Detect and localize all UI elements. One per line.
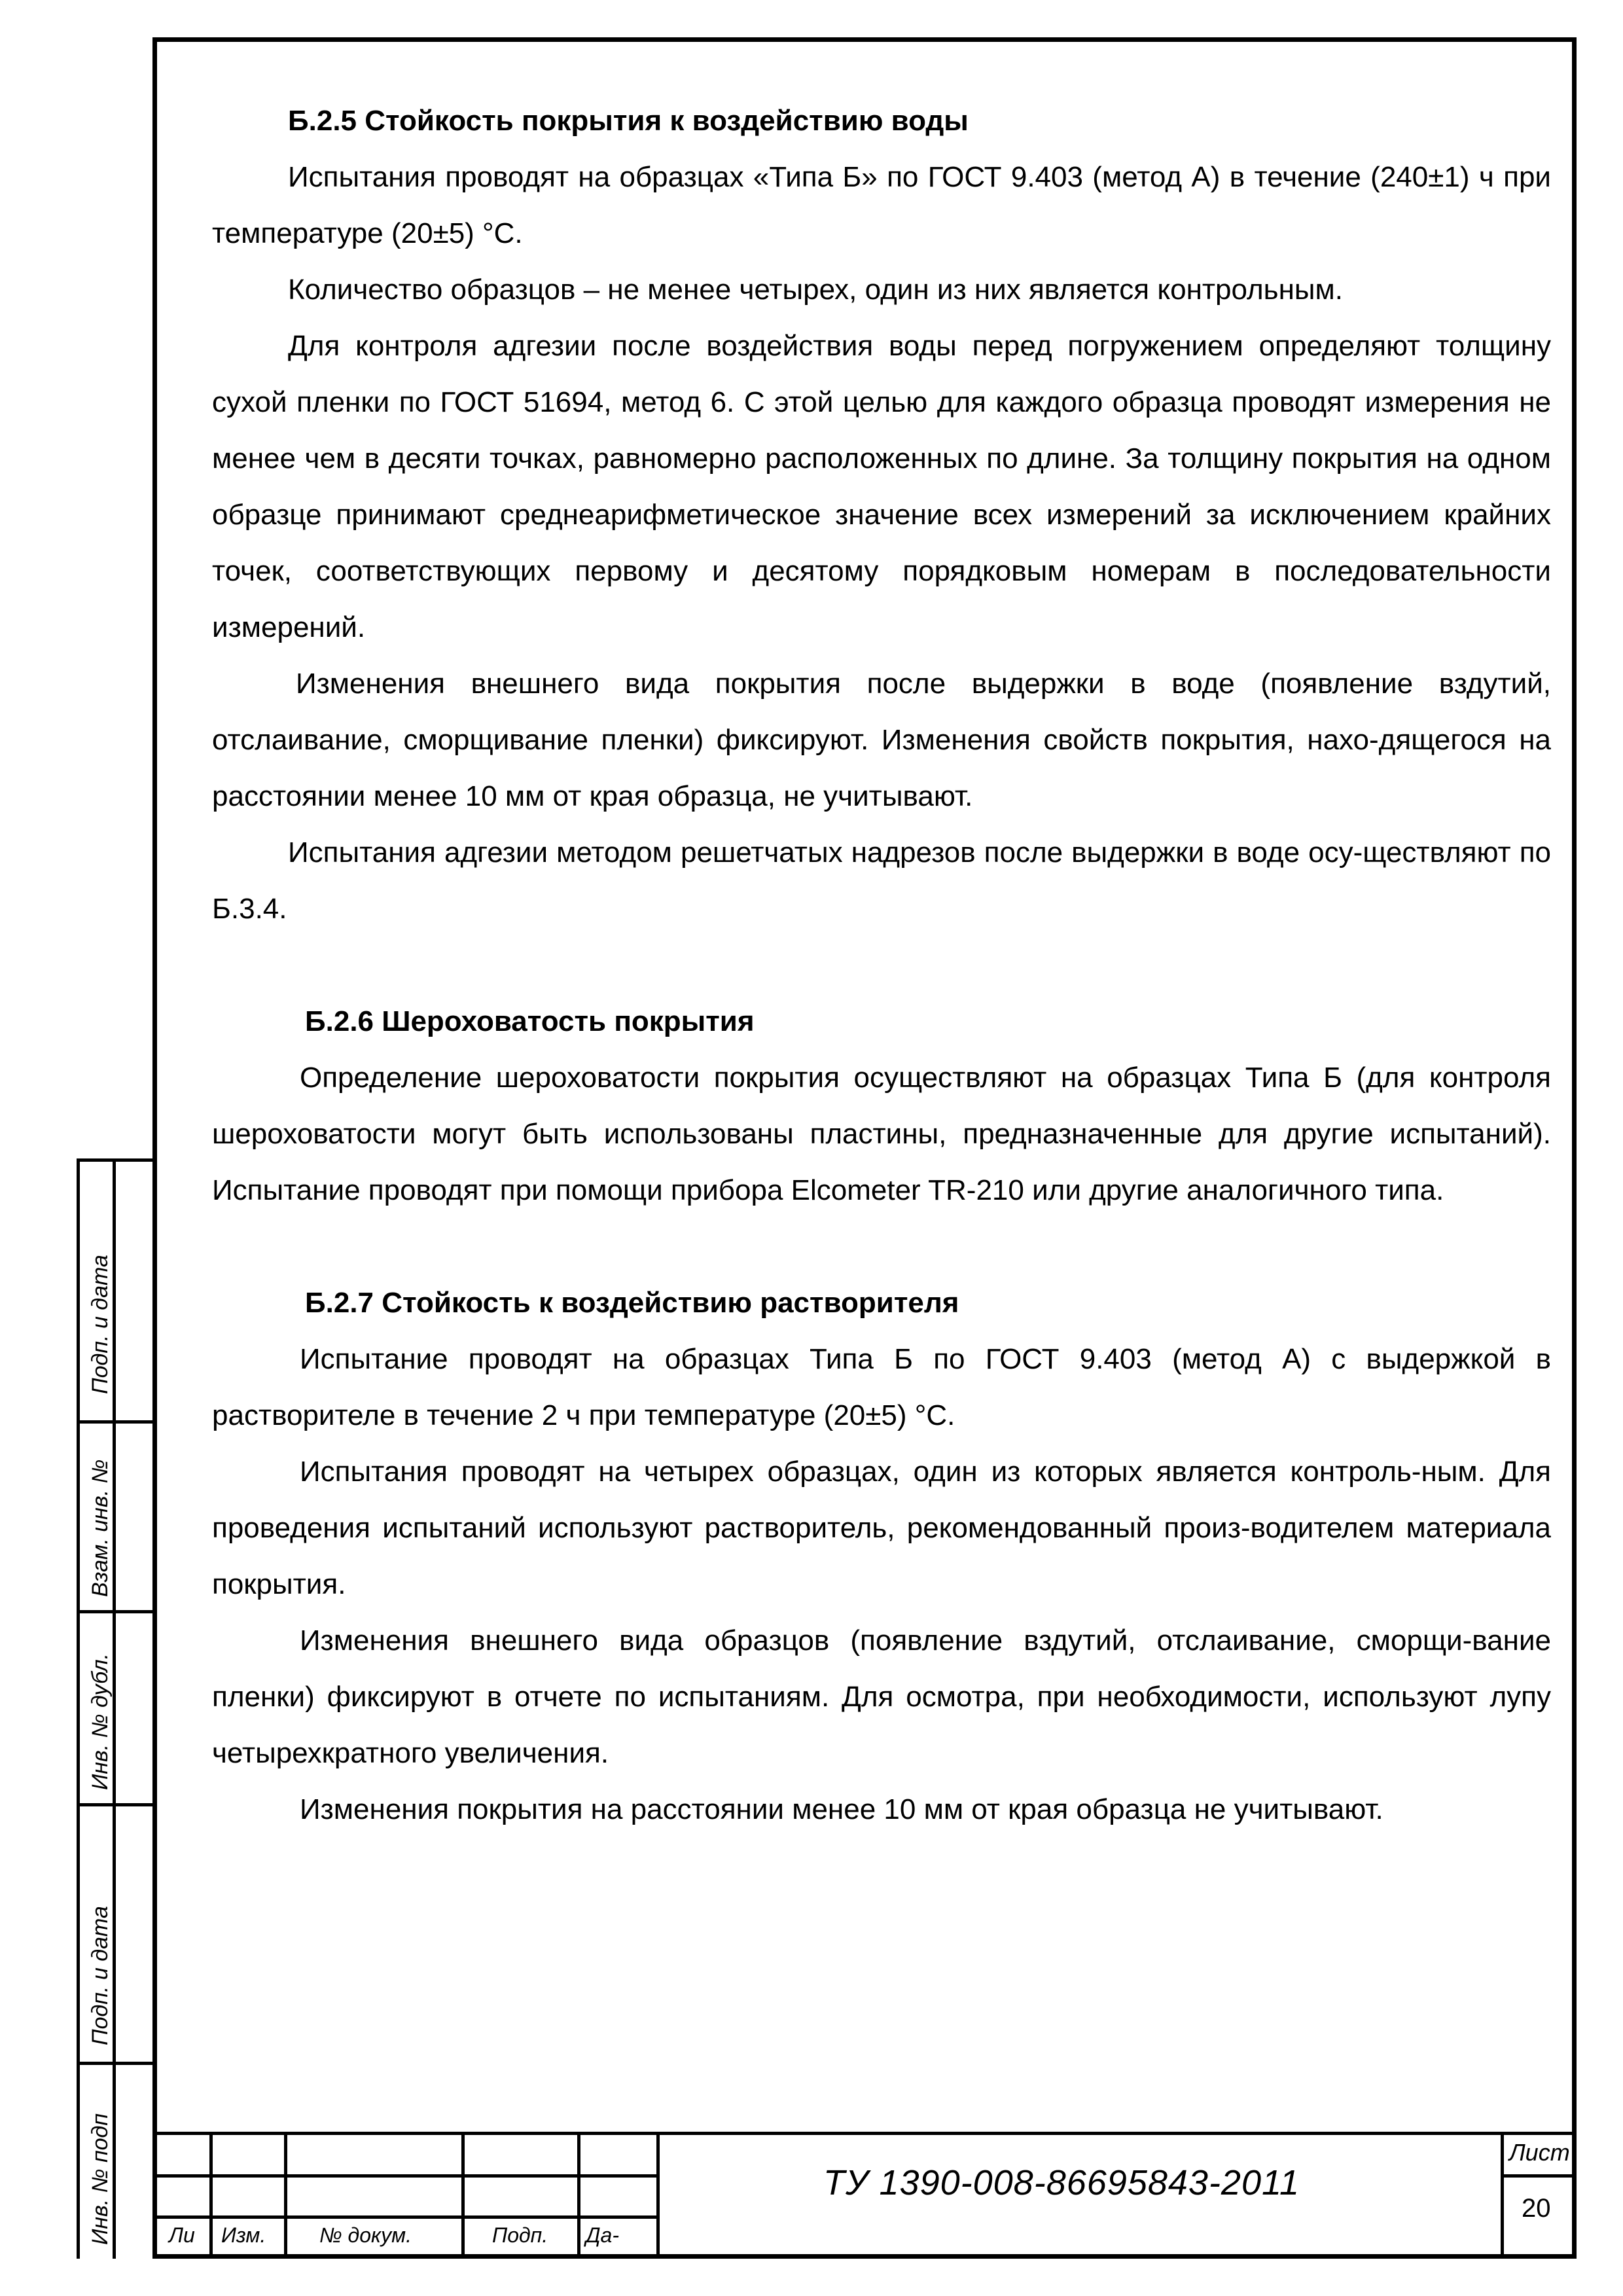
paragraph: Испытания проводят на образцах «Типа Б» по ГОСТ 9.403 (метод А) в течение (240±1) ч при температуре (20±5) °С. <box>212 161 1551 249</box>
col-label-change: Изм. <box>221 2223 266 2247</box>
paragraph: Количество образцов – не менее четырех, один из них является контрольным. <box>288 274 1343 306</box>
section-heading: Б.2.6 Шероховатость покрытия <box>305 1005 755 1037</box>
paragraph: Испытание проводят на образцах Типа Б по ГОСТ 9.403 (метод А) с выдержкой в растворителе в течение 2 ч при температуре (20±5) °С. <box>212 1343 1551 1431</box>
paragraph: Изменения внешнего вида покрытия после выдержки в воде (появление вздутий, отслаивание, сморщивание пленки) фиксируют. Изменения свойств покрытия, нахо-дящегося на расстоянии менее 10 мм от края образца, не учитывают. <box>212 668 1551 812</box>
side-label-duplicate-inv: Инв. № дубл. <box>88 1653 113 1790</box>
document-code: ТУ 1390-008-86695843-2011 <box>823 2163 1300 2202</box>
paragraph: Изменения покрытия на расстоянии менее 10 мм от края образца не учитывают. <box>300 1793 1383 1825</box>
sheet-label: Лист <box>1509 2139 1570 2166</box>
side-label-original-inv: Инв. № подп <box>88 2113 113 2245</box>
paragraph: Испытания проводят на четырех образцах, один из которых является контроль-ным. Для проведения испытаний используют растворитель, рекомендованный произ-водителем материала покрытия. <box>212 1456 1551 1600</box>
paragraph: Испытания адгезии методом решетчатых надрезов после выдержки в воде осу-ществляют по Б.3.4. <box>212 836 1551 925</box>
side-label-signature-date: Подп. и дата <box>88 1255 113 1394</box>
col-label-doc-number: № докум. <box>319 2223 412 2247</box>
sheet-number: 20 <box>1522 2194 1551 2223</box>
side-label-signature-date-2: Подп. и дата <box>88 1906 113 2045</box>
col-label-date: Да- <box>586 2223 619 2247</box>
document-body <box>212 93 1551 1838</box>
paragraph: Изменения внешнего вида образцов (появление вздутий, отслаивание, сморщи-вание пленки) фиксируют в отчете по испытаниям. Для осмотра, при необходимости, используют лупу четырехкратного увеличения. <box>212 1624 1551 1769</box>
paragraph: Определение шероховатости покрытия осуществляют на образцах Типа Б (для контроля шероховатости могут быть использованы пластины, предназначенные для другие испытаний). Испытание проводят при помощи прибора Elcometer TR-210 или другие аналогичного типа. <box>212 1062 1551 1206</box>
section-heading: Б.2.7 Стойкость к воздействию растворителя <box>305 1287 959 1319</box>
paragraph: Для контроля адгезии после воздействия воды перед погружением определяют толщину сухой пленки по ГОСТ 51694, метод 6. С этой целью для каждого образца проводят измерения не менее чем в десяти точках, равномерно расположенных по длине. За толщину покрытия на одном образце принимают среднеарифметическое значение всех измерений за исключением крайних точек, соответствующих первому и десятому порядковым номерам в последовательности измерений. <box>212 330 1551 643</box>
side-label-replacement-inv: Взам. инв. № <box>88 1459 113 1597</box>
col-label-signature: Подп. <box>492 2223 548 2247</box>
col-label-letter: Ли <box>169 2223 195 2247</box>
section-heading: Б.2.5 Стойкость покрытия к воздействию воды <box>288 105 969 137</box>
